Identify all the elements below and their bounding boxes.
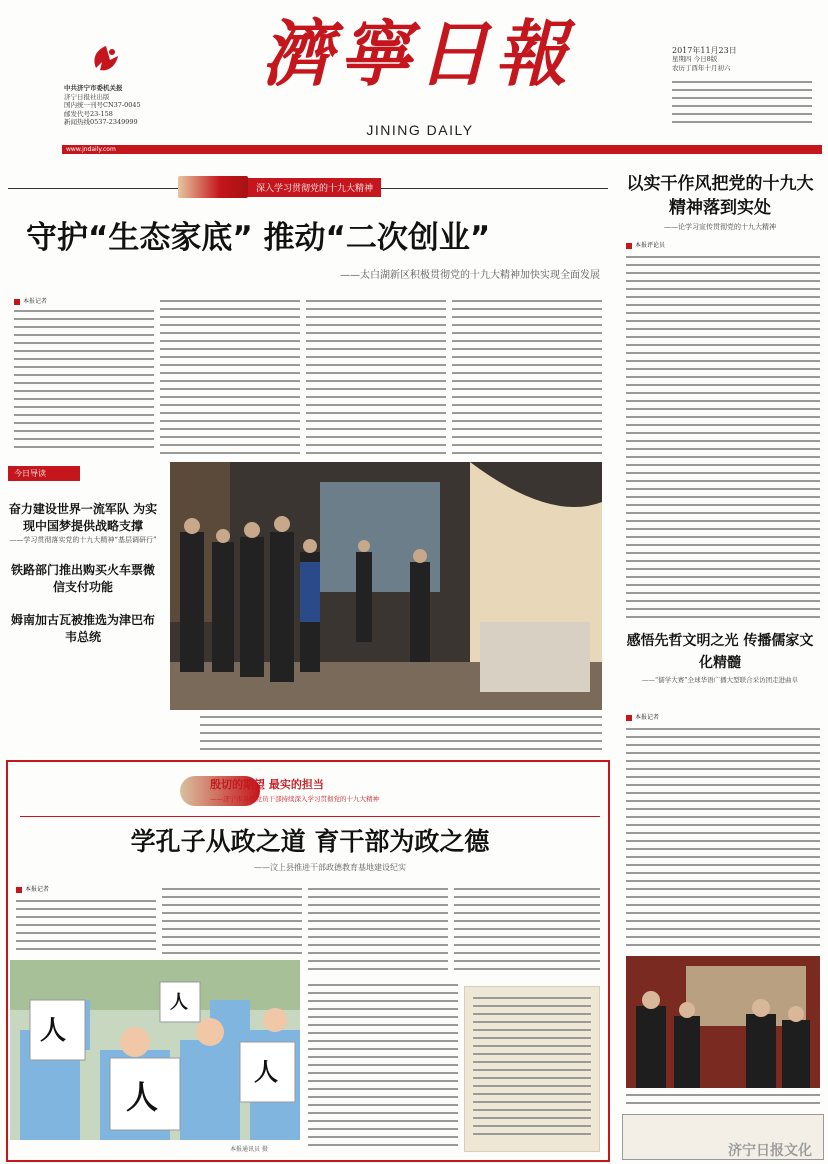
museum-visit-illustration <box>626 956 820 1088</box>
feature-subhead: ——汶上县推进干部政德教育基地建设纪实 <box>254 863 406 872</box>
today-box <box>8 466 158 646</box>
exhibition-hall-illustration <box>170 462 602 710</box>
main-column-2 <box>160 298 300 458</box>
right-story2-body <box>626 726 820 950</box>
masthead-index <box>672 79 812 123</box>
feature-column-5 <box>308 982 458 1150</box>
card-character: 人 <box>254 1057 278 1086</box>
today-item[interactable] <box>8 501 158 546</box>
info-line: 新闻热线0537-2349999 <box>64 118 138 126</box>
byline-text: 本报记者 <box>23 298 48 305</box>
rule <box>20 816 600 817</box>
watermark: 济宁日报文化 <box>728 1143 812 1159</box>
byline-text: 本报记者 <box>635 714 660 721</box>
newspaper-title-english: JINING DAILY <box>366 122 474 138</box>
main-byline <box>14 296 47 305</box>
card-character: 人 <box>40 1016 67 1046</box>
main-column-3 <box>306 298 446 458</box>
main-story-banner <box>178 175 381 199</box>
right-section-label <box>626 240 665 249</box>
banner-text: 深入学习贯彻党的十九大精神 <box>248 178 381 197</box>
right-headline[interactable]: 以实干作风把党的十九大精神落到实处 <box>626 174 814 218</box>
section-label-text: 本报评论员 <box>635 242 666 249</box>
feature-sidebar-box <box>464 986 600 1152</box>
date: 2017年11月23日 <box>672 46 737 55</box>
today-label: 今日导读 <box>8 466 80 481</box>
info-line: 邮发代号23-158 <box>64 109 113 118</box>
newspaper-logo-icon <box>88 44 124 74</box>
website-link[interactable]: www.jndaily.com <box>66 146 116 153</box>
right-story2-byline <box>626 712 659 721</box>
feature-column-3 <box>308 886 448 976</box>
main-column-4 <box>452 298 602 458</box>
right-column-body <box>626 254 820 618</box>
feature-column-4 <box>454 886 600 976</box>
today-item-title: 姆南加古瓦被推选为津巴布韦总统 <box>10 613 155 644</box>
issue-info: 星期四 今日8版 <box>672 55 718 63</box>
main-headline[interactable]: 守护“生态家底” 推动“二次创业” <box>26 220 491 256</box>
right-photo <box>626 956 820 1088</box>
info-line: 中共济宁市委机关报 <box>64 84 123 92</box>
right-story2-subhead: ——“儒学大赛”全球华语广播大型联合采访团走进曲阜 <box>641 676 799 684</box>
feature-banner-sub: ——济宁市各级党员干部持续深入学习贯彻党的十九大精神 <box>210 795 379 803</box>
feature-column-2 <box>162 886 302 954</box>
today-item-sub: ——学习贯彻落实党的十九大精神“基层调研行” <box>9 536 157 544</box>
today-item[interactable] <box>8 562 158 596</box>
main-photo <box>170 462 602 710</box>
banner-graphic <box>178 176 248 198</box>
right-photo-caption <box>626 1092 820 1108</box>
sidebar-text <box>473 995 591 1141</box>
feature-photo <box>10 960 300 1140</box>
feature-photo-caption: 本报通讯员 摄 <box>230 1146 268 1153</box>
masthead-red-bar <box>62 145 822 154</box>
card-character: 人 <box>170 992 188 1013</box>
main-subhead: ——太白湖新区积极贯彻党的十九大精神加快实现全面发展 <box>340 270 600 281</box>
info-line: 济宁日报社出版 <box>64 92 110 101</box>
masthead-left-info <box>64 84 194 127</box>
lunar-date: 农历丁酉年十月初六 <box>672 64 731 72</box>
newspaper-title: 濟寧日報 <box>260 11 573 96</box>
feature-banner-title: 殷切的期望 最实的担当 <box>210 778 324 791</box>
main-column-1 <box>14 308 154 450</box>
feature-column-1 <box>16 898 156 954</box>
photo-caption-text <box>200 714 602 752</box>
feature-headline[interactable]: 学孔子从政之道 育干部为政之德 <box>130 827 490 856</box>
card-character: 人 <box>126 1078 159 1116</box>
right-subhead: ——论学习宣传贯彻党的十九大精神 <box>664 223 776 231</box>
masthead-right-info <box>672 46 812 123</box>
info-line: 国内统一刊号CN37-0045 <box>64 101 141 109</box>
today-item[interactable] <box>8 612 158 646</box>
today-item-title: 铁路部门推出购买火车票微信支付功能 <box>10 563 155 594</box>
byline-text: 本报记者 <box>25 886 50 893</box>
feature-byline <box>16 884 49 893</box>
right-story2-headline[interactable]: 感悟先哲文明之光 传播儒家文化精髓 <box>626 633 814 671</box>
today-item-title: 奋力建设世界一流军队 为实现中国梦提供战略支撑 <box>8 502 158 533</box>
